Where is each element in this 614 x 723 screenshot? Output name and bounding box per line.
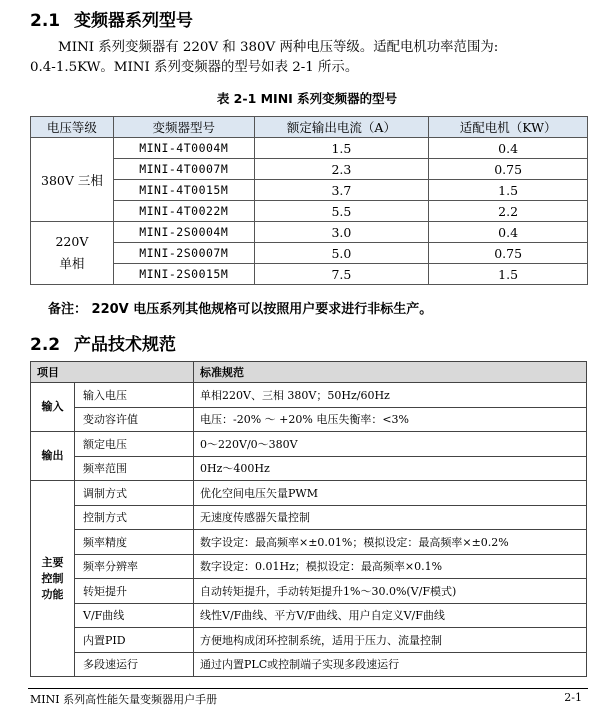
current-cell: 1.5 [254,138,429,159]
table-row [31,628,587,653]
model-cell: MINI-4T0015M [113,180,254,201]
spec-cell: 单相220V、三相 380V；50Hz/60Hz [194,383,587,408]
section-number: 2.1 [30,11,61,31]
item-cell: 调制方式 [75,481,194,506]
control-label-1: 主要 [41,555,64,569]
item-cell: 频率分辨率 [75,554,194,579]
model-cell: MINI-2S0004M [113,222,254,243]
category-input: 输入 [31,383,75,432]
current-cell: 3.7 [254,180,429,201]
footer-divider [28,688,588,689]
footer-page-number: 2-1 [564,691,582,704]
phase-single-label: 单相 [59,256,85,271]
header-voltage: 电压等级 [31,117,114,138]
motor-cell: 1.5 [429,264,588,285]
spec-cell: 电压：-20% ～ +20% 电压失衡率：<3% [194,407,587,432]
table-row [31,456,587,481]
model-cell: MINI-4T0022M [113,201,254,222]
section-title: 产品技术规范 [74,335,176,355]
table-caption: 表 2-1 MINI 系列变频器的型号 [216,91,398,106]
category-control [31,481,75,677]
item-cell: 变动容许值 [75,407,194,432]
control-label-2: 控制 [41,571,64,585]
table-row [31,554,587,579]
table-row [31,505,587,530]
table-row [31,180,588,201]
item-cell: V/F曲线 [75,603,194,628]
table-row [31,264,588,285]
spec-cell: 0Hz～400Hz [194,456,587,481]
current-cell: 5.5 [254,201,429,222]
header-spec: 标准规范 [194,362,587,383]
category-output: 输出 [31,432,75,481]
spec-cell: 数字设定：最高频率×±0.01%；模拟设定：最高频率×±0.2% [194,530,587,555]
item-cell: 输入电压 [75,383,194,408]
item-cell: 控制方式 [75,505,194,530]
header-model: 变频器型号 [113,117,254,138]
spec-cell: 无速度传感器矢量控制 [194,505,587,530]
voltage-220v-label: 220V [55,234,89,249]
current-cell: 7.5 [254,264,429,285]
spec-cell: 0～220V/0～380V [194,432,587,457]
table-note: 备注： 220V 电压系列其他规格可以按照用户要求进行非标生产。 [48,302,433,317]
control-label-3: 功能 [41,587,64,601]
table-row [31,407,587,432]
voltage-group-380v: 380V 三相 [31,138,114,222]
model-cell: MINI-2S0015M [113,264,254,285]
current-cell: 5.0 [254,243,429,264]
item-cell: 转矩提升 [75,579,194,604]
spec-cell: 通过内置PLC或控制端子实现多段速运行 [194,652,587,677]
item-cell: 频率精度 [75,530,194,555]
table-row [31,138,588,159]
table-row [31,603,587,628]
voltage-group-220v [31,222,114,285]
motor-cell: 0.4 [429,222,588,243]
spec-cell: 数字设定：0.01Hz；模拟设定：最高频率×0.1% [194,554,587,579]
table-row [31,579,587,604]
motor-cell: 1.5 [429,180,588,201]
section-heading-2-2 [30,330,176,355]
table-row [31,481,587,506]
spec-cell: 线性V/F曲线、平方V/F曲线、用户自定义V/F曲线 [194,603,587,628]
table-row [31,159,588,180]
intro-paragraph [30,38,585,78]
spec-cell: 方便地构成闭环控制系统，适用于压力、流量控制 [194,628,587,653]
table-row [31,243,588,264]
table-row [31,222,588,243]
table-row [31,530,587,555]
model-cell: MINI-4T0007M [113,159,254,180]
section-title: 变频器系列型号 [74,11,193,31]
intro-line-1: MINI 系列变频器有 220V 和 380V 两种电压等级。适配电机功率范围为: [58,40,499,55]
model-table [30,116,588,285]
footer-manual-title: MINI 系列高性能矢量变频器用户手册 [30,693,218,706]
motor-cell: 0.75 [429,159,588,180]
motor-cell: 0.4 [429,138,588,159]
spec-table [30,361,587,677]
item-cell: 频率范围 [75,456,194,481]
table-row [31,432,587,457]
section-number: 2.2 [30,335,61,355]
item-cell: 内置PID [75,628,194,653]
motor-cell: 2.2 [429,201,588,222]
header-item: 项目 [31,362,194,383]
intro-line-2: 0.4-1.5KW。MINI 系列变频器的型号如表 2-1 所示。 [30,60,359,75]
motor-cell: 0.75 [429,243,588,264]
spec-header-row [31,362,587,383]
header-current: 额定输出电流（A） [254,117,429,138]
table-row [31,383,587,408]
table-header-row [31,117,588,138]
table-row [31,652,587,677]
section-heading-2-1 [30,6,193,31]
model-cell: MINI-2S0007M [113,243,254,264]
spec-cell: 自动转矩提升，手动转矩提升1%～30.0%(V/F模式) [194,579,587,604]
current-cell: 3.0 [254,222,429,243]
spec-cell: 优化空间电压矢量PWM [194,481,587,506]
item-cell: 额定电压 [75,432,194,457]
item-cell: 多段速运行 [75,652,194,677]
table-row [31,201,588,222]
header-motor: 适配电机（KW） [429,117,588,138]
current-cell: 2.3 [254,159,429,180]
model-cell: MINI-4T0004M [113,138,254,159]
